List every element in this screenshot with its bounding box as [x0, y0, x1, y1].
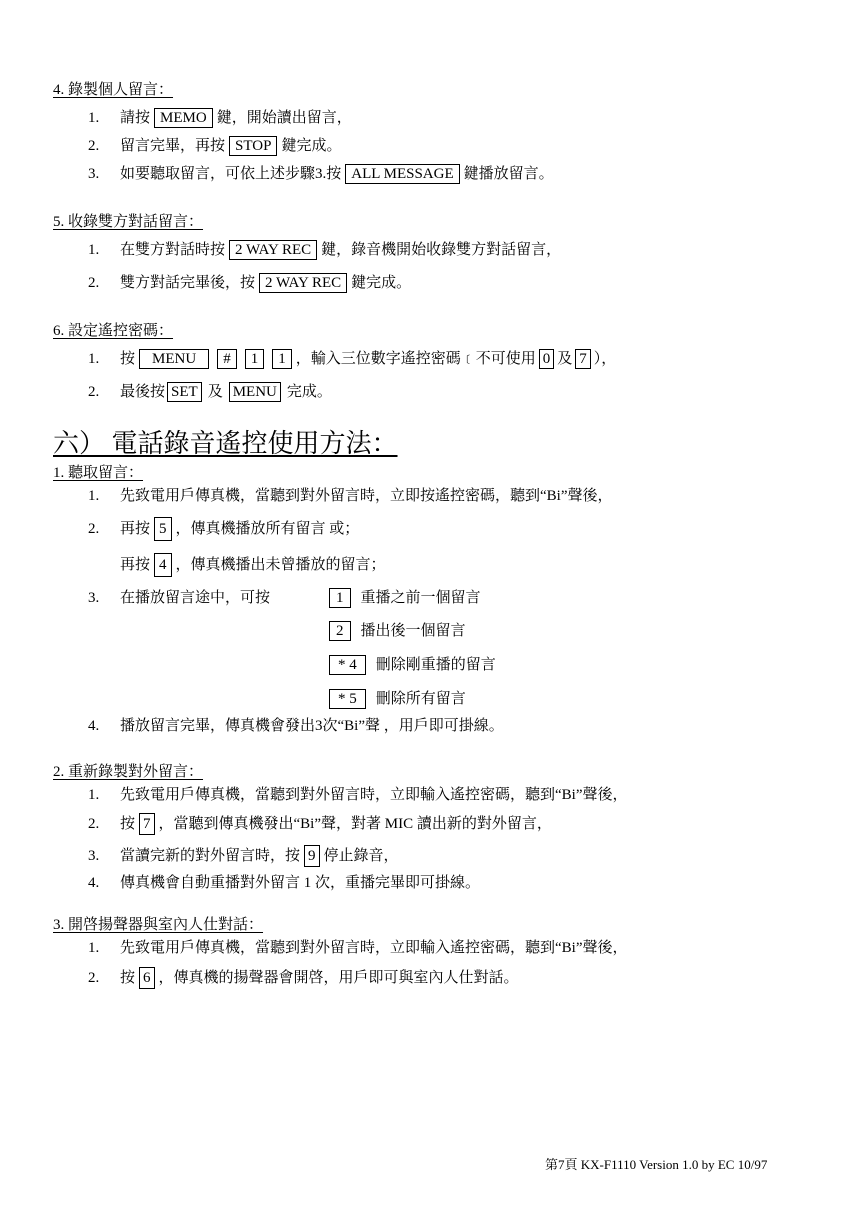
- key-option-row: [325, 655, 496, 675]
- list-item: [88, 716, 504, 736]
- item-number: 1.: [88, 940, 100, 956]
- section-4-heading: 4. 錄製個人留言：: [53, 82, 174, 98]
- item-number: 1.: [88, 488, 100, 504]
- item-number: 1.: [88, 110, 100, 126]
- two-way-rec-key: 2 WAY REC: [259, 273, 347, 293]
- list-item: [88, 164, 554, 184]
- item-number: 2.: [88, 138, 100, 154]
- item-text: 及: [207, 384, 223, 400]
- digit-key: 7: [139, 813, 155, 835]
- list-item: [88, 873, 480, 893]
- list-item: [88, 349, 616, 369]
- list-item: [120, 553, 386, 577]
- list-item: [88, 517, 359, 541]
- list-item: [88, 588, 270, 608]
- list-item: [88, 273, 411, 293]
- page-footer: 第7頁 KX-F1110 Version 1.0 by EC 10/97: [545, 1157, 768, 1172]
- item-number: 3.: [88, 848, 100, 864]
- item-text: 按: [120, 816, 136, 832]
- item-text: 鍵，開始讀出留言，: [216, 110, 352, 126]
- item-number: 3.: [88, 166, 100, 182]
- item-number: 1.: [88, 242, 100, 258]
- item-number: 2.: [88, 970, 100, 986]
- item-text: 鍵完成。: [351, 275, 412, 291]
- item-text: ），: [593, 351, 617, 367]
- item-text: 如要聽取留言，可依上述步驟3.按: [120, 166, 342, 182]
- item-number: 2.: [88, 816, 100, 832]
- item-text: 雙方對話完畢後，按: [120, 275, 256, 291]
- memo-key: MEMO: [154, 108, 213, 128]
- star-key: * 5: [329, 689, 366, 709]
- part-2-heading: 2. 重新錄製對外留言：: [53, 764, 204, 780]
- digit-key: 1: [245, 349, 265, 369]
- list-item: [88, 967, 519, 989]
- item-text: 按: [120, 351, 136, 367]
- list-item: [88, 813, 552, 835]
- item-text: 完成。: [286, 384, 332, 400]
- item-text: 在雙方對話時按: [120, 242, 226, 258]
- item-text: ，傳真機播放所有留言 或；: [175, 521, 360, 537]
- item-text: 停止錄音，: [323, 848, 399, 864]
- item-text: ，輸入三位數字遙控密碼﹝不可使用: [295, 351, 536, 367]
- list-item: [88, 486, 613, 506]
- digit-key: 9: [304, 845, 320, 867]
- item-number: 3.: [88, 590, 100, 606]
- list-item: [88, 240, 561, 260]
- stop-key: STOP: [229, 136, 277, 156]
- item-number: 1.: [88, 351, 100, 367]
- set-key: SET: [167, 382, 202, 402]
- item-text: 先致電用戶傳真機，當聽到對外留言時，立即輸入遙控密碼，聽到“Bi”聲後，: [120, 787, 628, 803]
- list-item: [88, 108, 352, 128]
- hash-key: #: [217, 349, 237, 369]
- key-option-row: [325, 689, 466, 709]
- key-description: 重播之前一個留言: [360, 590, 481, 606]
- section-6-heading: 6. 設定遙控密碼：: [53, 323, 174, 339]
- item-text: 先致電用戶傳真機，當聽到對外留言時，立即輸入遙控密碼，聽到“Bi”聲後，: [120, 940, 628, 956]
- item-text: 按: [120, 970, 136, 986]
- digit-key: 5: [154, 517, 172, 541]
- item-text: 播放留言完畢，傳真機會發出3次“Bi”聲 ，用戶即可掛線。: [120, 718, 504, 734]
- chapter-heading: 六） 電話錄音遙控使用方法：: [53, 429, 398, 458]
- digit-key: 1: [272, 349, 292, 369]
- section-5-heading: 5. 收錄雙方對話留言：: [53, 214, 204, 230]
- digit-key: 2: [329, 621, 351, 641]
- item-text: 鍵完成。: [281, 138, 342, 154]
- list-item: [88, 845, 399, 867]
- part-1-heading: 1. 聽取留言：: [53, 465, 144, 481]
- item-text: 鍵，錄音機開始收錄雙方對話留言，: [321, 242, 562, 258]
- digit-key: 0: [539, 349, 555, 369]
- star-key: * 4: [329, 655, 366, 675]
- two-way-rec-key: 2 WAY REC: [229, 240, 317, 260]
- item-number: 1.: [88, 787, 100, 803]
- digit-key: 6: [139, 967, 155, 989]
- key-option-row: [325, 588, 481, 608]
- item-text: 在播放留言途中，可按: [120, 590, 271, 606]
- item-text: 留言完畢，再按: [120, 138, 226, 154]
- part-3-heading: 3. 開啓揚聲器與室內人仕對話：: [53, 917, 264, 933]
- menu-key: MENU: [139, 349, 209, 369]
- list-item: [88, 938, 628, 958]
- item-text: ，當聽到傳真機發出“Bi”聲，對著 MIC 讀出新的對外留言，: [158, 816, 552, 832]
- list-item: [88, 382, 332, 402]
- digit-key: 7: [575, 349, 591, 369]
- item-text: 當讀完新的對外留言時，按: [120, 848, 301, 864]
- key-description: 刪除剛重播的留言: [375, 657, 496, 673]
- item-text: 及: [557, 351, 573, 367]
- item-text: 最後按: [120, 384, 166, 400]
- item-text: ，傳真機播出未曾播放的留言；: [175, 557, 386, 573]
- item-number: 2.: [88, 275, 100, 291]
- key-description: 播出後一個留言: [360, 623, 466, 639]
- item-text: 鍵播放留言。: [463, 166, 554, 182]
- item-number: 2.: [88, 384, 100, 400]
- item-text: 請按: [120, 110, 151, 126]
- item-number: 2.: [88, 521, 100, 537]
- list-item: [88, 136, 341, 156]
- digit-key: 1: [329, 588, 351, 608]
- all-message-key: ALL MESSAGE: [345, 164, 459, 184]
- item-text: 先致電用戶傳真機，當聽到對外留言時，立即按遙控密碼，聽到“Bi”聲後，: [120, 488, 613, 504]
- item-text: 再按: [120, 557, 151, 573]
- item-number: 4.: [88, 875, 100, 891]
- item-text: 傳真機會自動重播對外留言 1 次，重播完畢即可掛線。: [120, 875, 481, 891]
- list-item: [88, 785, 628, 805]
- item-number: 4.: [88, 718, 100, 734]
- item-text: 再按: [120, 521, 151, 537]
- item-text: ，傳真機的揚聲器會開啓，用戶即可與室內人仕對話。: [158, 970, 519, 986]
- menu-key: MENU: [229, 382, 281, 402]
- key-option-row: [325, 621, 466, 641]
- digit-key: 4: [154, 553, 172, 577]
- key-description: 刪除所有留言: [375, 691, 466, 707]
